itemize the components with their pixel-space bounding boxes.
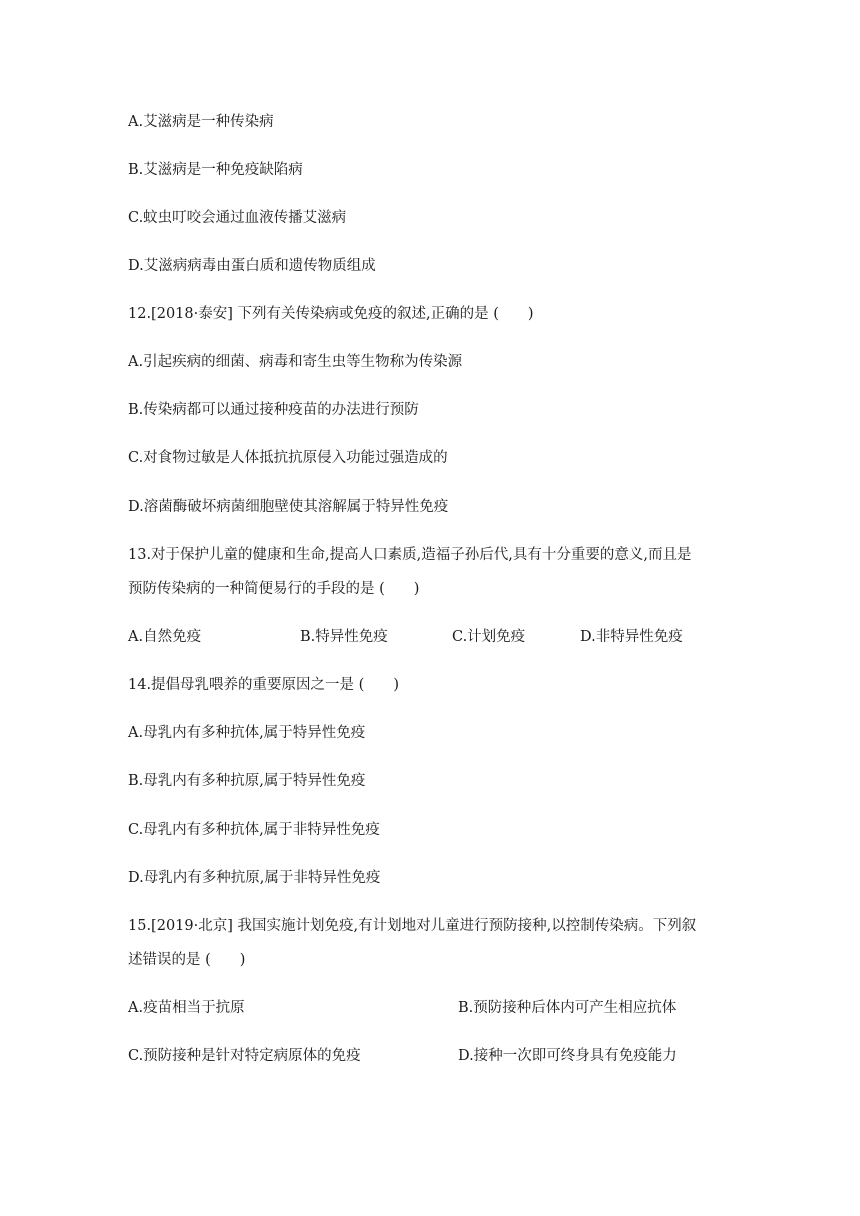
q12-option-c: C.对食物过敏是人体抵抗抗原侵入功能过强造成的 — [128, 450, 448, 466]
q15-stem-line-1: 15.[2019·北京] 我国实施计划免疫,有计划地对儿童进行预防接种,以控制传染病。下列叙 — [128, 918, 697, 934]
q14-option-a: A.母乳内有多种抗体,属于特异性免疫 — [128, 725, 366, 741]
q15-option-b: B.预防接种后体内可产生相应抗体 — [458, 1000, 677, 1016]
q13-option-b: B.特异性免疫 — [300, 629, 388, 645]
q12-option-d: D.溶菌酶破坏病菌细胞壁使其溶解属于特异性免疫 — [128, 499, 449, 515]
q15-option-a: A.疫苗相当于抗原 — [128, 1000, 245, 1016]
q15-option-d: D.接种一次即可终身具有免疫能力 — [458, 1048, 677, 1064]
q15-options-row-2 — [128, 1046, 768, 1066]
q12-option-a: A.引起疾病的细菌、病毒和寄生虫等生物称为传染源 — [128, 354, 463, 370]
q11-option-d: D.艾滋病病毒由蛋白质和遗传物质组成 — [128, 258, 376, 274]
q14-stem: 14.提倡母乳喂养的重要原因之一是 ( ) — [128, 677, 399, 693]
q11-option-c: C.蚊虫叮咬会通过血液传播艾滋病 — [128, 210, 347, 226]
q12-option-b: B.传染病都可以通过接种疫苗的办法进行预防 — [128, 402, 419, 418]
q13-options-row — [128, 627, 768, 647]
q13-option-a: A.自然免疫 — [128, 629, 202, 645]
q14-option-b: B.母乳内有多种抗原,属于特异性免疫 — [128, 773, 366, 789]
q14-option-d: D.母乳内有多种抗原,属于非特异性免疫 — [128, 870, 381, 886]
q13-option-c: C.计划免疫 — [452, 629, 526, 645]
q15-option-c: C.预防接种是针对特定病原体的免疫 — [128, 1048, 361, 1064]
q14-option-c: C.母乳内有多种抗体,属于非特异性免疫 — [128, 822, 380, 838]
q13-stem-line-1: 13.对于保护儿童的健康和生命,提高人口素质,造福子孙后代,具有十分重要的意义,而且是 — [128, 547, 692, 563]
q11-option-b: B.艾滋病是一种免疫缺陷病 — [128, 162, 303, 178]
q15-options-row-1 — [128, 998, 768, 1018]
q13-option-d: D.非特异性免疫 — [580, 629, 683, 645]
q11-option-a: A.艾滋病是一种传染病 — [128, 114, 274, 130]
q15-stem-line-2: 述错误的是 ( ) — [128, 952, 246, 968]
q12-stem: 12.[2018·泰安] 下列有关传染病或免疫的叙述,正确的是 ( ) — [128, 306, 534, 322]
q13-stem-line-2: 预防传染病的一种简便易行的手段的是 ( ) — [128, 581, 420, 597]
